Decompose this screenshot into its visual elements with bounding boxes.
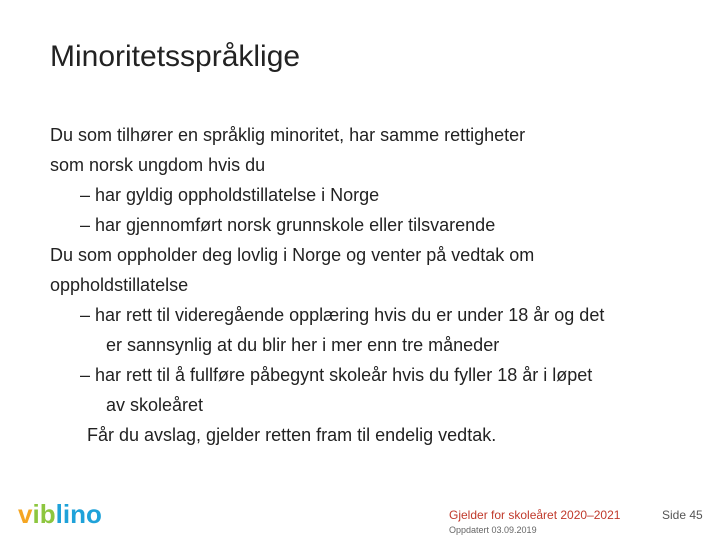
text-line: – har gyldig oppholdstillatelse i Norge [80,185,380,205]
text-line: av skoleåret [106,395,204,415]
slide-body [50,120,690,450]
logo-letter: v [18,499,33,529]
text-line: oppholdstillatelse [50,275,189,295]
bullet-item [50,210,690,240]
viblino-logo [18,499,102,530]
body-paragraph [50,120,690,180]
logo-letter: l [55,499,63,529]
text-line: er sannsynlig at du blir her i mer enn tre måneder [106,335,500,355]
text-line: – har rett til å fullføre påbegynt skoleår hvis du fyller 18 år i løpet [80,365,593,385]
bullet-item [50,180,690,210]
logo-letter: i [62,499,71,529]
page-number: Side 45 [662,508,703,522]
body-paragraph [50,240,690,300]
text-line: – har gjennomført norsk grunnskole eller tilsvarende [80,215,496,235]
text-line: Får du avslag, gjelder retten fram til endelig vedtak. [87,425,497,445]
note-paragraph [50,420,690,450]
text-line: Du som tilhører en språklig minoritet, har samme rettigheter [50,125,526,145]
slide-title: Minoritetsspråklige [50,40,301,73]
last-updated: Oppdatert 03.09.2019 [449,525,537,535]
text-line: – har rett til videregående opplæring hvis du er under 18 år og det [80,305,605,325]
bullet-item [50,300,690,360]
logo-letter: n [70,499,86,529]
logo-letter: i [32,499,40,529]
logo-letter: b [39,499,56,529]
text-line: Du som oppholder deg lovlig i Norge og venter på vedtak om [50,245,535,265]
text-line: som norsk ungdom hvis du [50,155,266,175]
school-year-validity: Gjelder for skoleåret 2020–2021 [449,508,621,522]
bullet-item [50,360,690,420]
logo-letter: o [85,499,102,529]
